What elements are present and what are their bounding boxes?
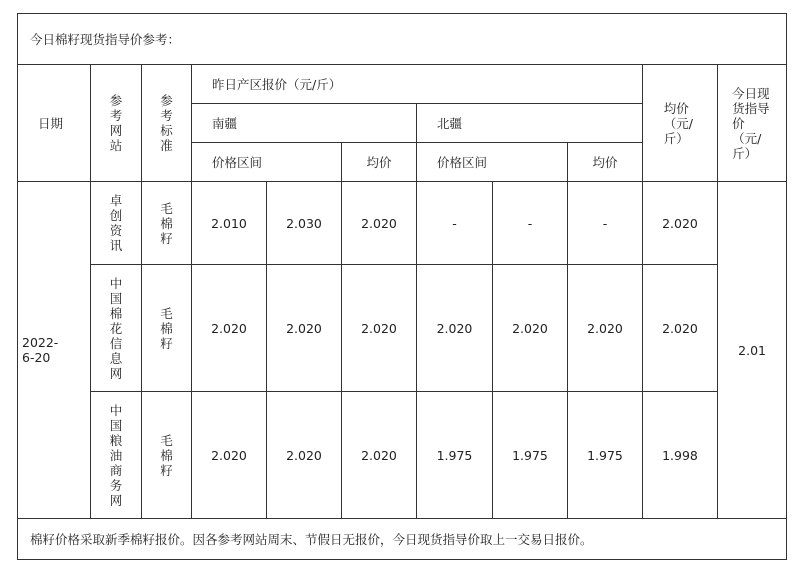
north-high-cell: - [493,182,568,265]
date-cell: 2022-6-20 [18,182,91,519]
site-cell: 中国粮油商务网 [91,392,142,519]
north-low-cell: - [417,182,493,265]
yesterday-price-header: 昨日产区报价（元/斤） [192,65,643,104]
date-header: 日期 [18,65,91,182]
south-avg-cell: 2.020 [342,182,417,265]
south-avg-header: 均价 [342,143,417,182]
table-row [18,392,787,519]
south-high-cell: 2.020 [267,392,342,519]
price-reference-table-frame [17,13,786,560]
south-xinjiang-header: 南疆 [192,104,417,143]
standard-header: 参考标准 [142,65,192,182]
standard-cell: 毛棉籽 [142,182,192,265]
north-high-cell: 2.020 [493,265,568,392]
south-low-cell: 2.020 [192,265,267,392]
north-high-cell: 1.975 [493,392,568,519]
north-low-cell: 2.020 [417,265,493,392]
guide-price-cell: 2.01 [718,182,787,519]
south-low-cell: 2.010 [192,182,267,265]
avg-cell: 2.020 [643,265,718,392]
south-high-cell: 2.030 [267,182,342,265]
south-high-cell: 2.020 [267,265,342,392]
title-row [18,14,787,65]
table-row [18,265,787,392]
avg-price-header: 均价（元/斤） [643,65,718,182]
table-title: 今日棉籽现货指导价参考： [18,14,787,65]
south-avg-cell: 2.020 [342,265,417,392]
north-avg-cell: 2.020 [568,265,643,392]
guide-price-header: 今日现货指导价（元/斤） [718,65,787,182]
north-avg-cell: - [568,182,643,265]
table-row [18,182,787,265]
avg-cell: 2.020 [643,182,718,265]
standard-cell: 毛棉籽 [142,265,192,392]
header-row-1 [18,65,787,104]
north-range-header: 价格区间 [417,143,568,182]
footer-note: 棉籽价格采取新季棉籽报价。因各参考网站周末、节假日无报价，今日现货指导价取上一交易日报价。 [18,519,787,560]
north-avg-header: 均价 [568,143,643,182]
site-header: 参考网站 [91,65,142,182]
north-avg-cell: 1.975 [568,392,643,519]
avg-cell: 1.998 [643,392,718,519]
south-range-header: 价格区间 [192,143,342,182]
site-cell: 中国棉花信息网 [91,265,142,392]
north-xinjiang-header: 北疆 [417,104,643,143]
site-cell: 卓创资讯 [91,182,142,265]
price-reference-table [17,13,787,560]
south-avg-cell: 2.020 [342,392,417,519]
north-low-cell: 1.975 [417,392,493,519]
footer-row [18,519,787,560]
south-low-cell: 2.020 [192,392,267,519]
standard-cell: 毛棉籽 [142,392,192,519]
